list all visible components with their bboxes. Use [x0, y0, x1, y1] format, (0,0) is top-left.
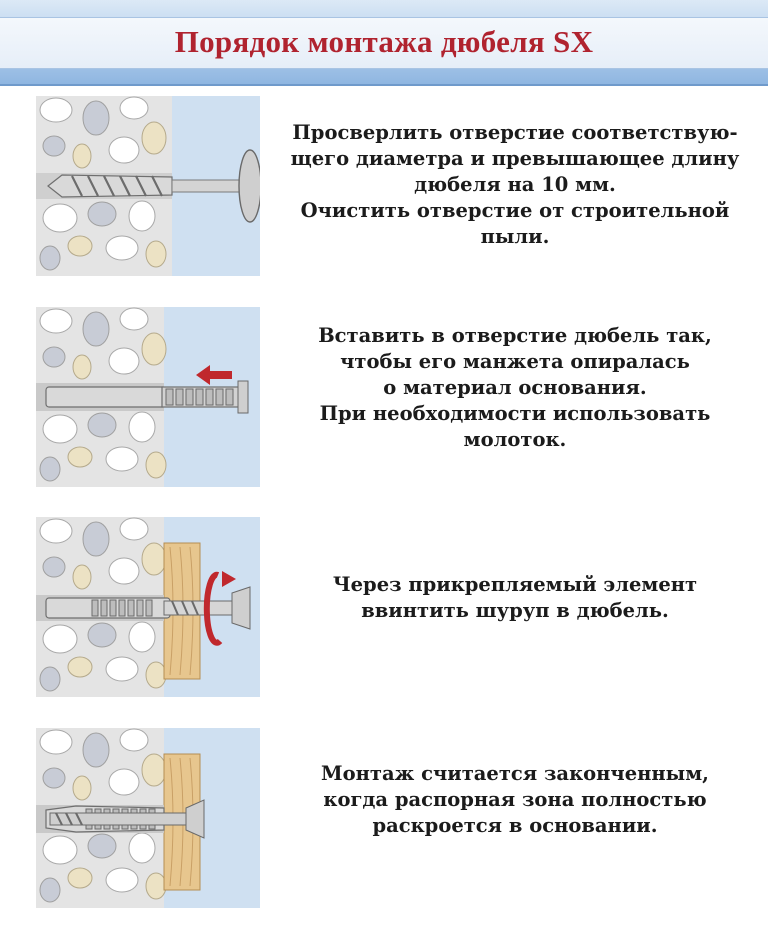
screwing-screw-illustration: [36, 517, 260, 697]
drilling-hole-illustration: [36, 96, 260, 276]
step-2-line-1: Вставить в отверстие дюбель так,: [318, 324, 712, 347]
step-3: [0, 517, 768, 697]
step-2-text: [270, 323, 760, 453]
step-1: [0, 96, 768, 276]
step-1-text: [270, 120, 760, 250]
step-4-line-2: когда распорная зона полностью: [323, 788, 707, 811]
step-3-line-2: ввинтить шуруп в дюбель.: [361, 599, 669, 622]
step-4-line-3: раскроется в основании.: [372, 814, 658, 837]
step-3-line-1: Через прикрепляемый элемент: [332, 573, 698, 596]
step-2-line-3: о материал основания.: [383, 376, 647, 399]
step-2-line-4: При необходимости использовать: [319, 402, 711, 425]
step-2: [0, 307, 768, 487]
step-1-line-5: пыли.: [480, 225, 550, 248]
step-4-text: [270, 761, 760, 839]
step-1-line-4: Очистить отверстие от строительной: [300, 199, 730, 222]
inserting-dowel-illustration: [36, 307, 260, 487]
title-banner: [0, 0, 768, 86]
step-2-line-2: чтобы его манжета опиралась: [340, 350, 690, 373]
step-3-text: [270, 572, 760, 624]
step-4-line-1: Монтаж считается законченным,: [321, 762, 709, 785]
step-1-line-2: щего диаметра и превышающее длину: [290, 147, 740, 170]
step-4: [0, 728, 768, 908]
mounting-complete-illustration: [36, 728, 260, 908]
step-1-line-3: дюбеля на 10 мм.: [414, 173, 616, 196]
page-title: Порядок монтажа дюбеля SX: [174, 24, 594, 59]
step-2-line-5: молоток.: [463, 428, 567, 451]
step-1-line-1: Просверлить отверстие соответствую-: [292, 121, 738, 144]
